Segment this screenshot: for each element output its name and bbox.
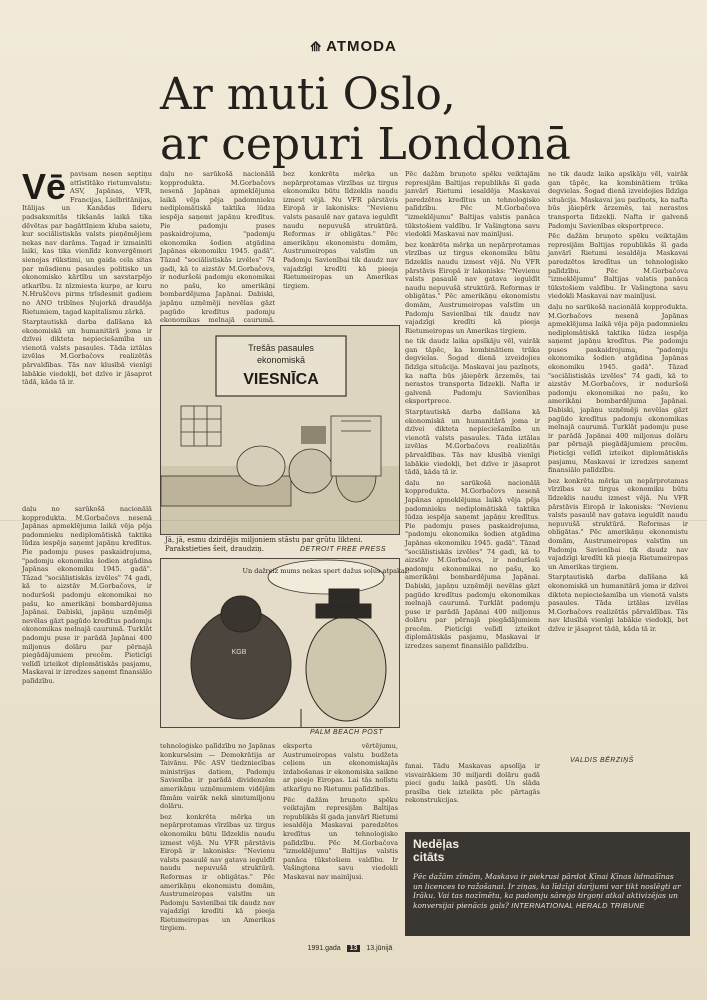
quote-source: INTERNATIONAL HERALD TRIBUNE [511, 900, 645, 910]
cartoon-hotel-drawing [161, 326, 399, 534]
cartoon-banner-line-1: Trešās pasaules [248, 343, 314, 353]
cartoon-hotel-caption: Jā, jā, esmu dzirdējis miljoniem stāstu par grūtu likteni. Parakstieties šeit, draudziņ. [165, 536, 363, 553]
paper-fold-line [0, 520, 707, 521]
dropcap: Vē [22, 166, 67, 207]
quote-text-block [413, 872, 681, 910]
quote-text: Pēc dažām zīmām, Maskava ir piekrusi pārdot Ķīnai Ķīnas lidmašīnas un licences to ražošanai. Ir ziņas, ka līdzīgi darījumi var tikt noslēgti ar Irāku. Vai tas nozīmētu, ka padomju sāreģo tirgoņi atkal aktivizējas un konversijai pienācis gals? [413, 872, 681, 910]
column-5-text: ne tik daudz laika apsīkāju vēl, vairāk gan tāpēc, ka kombinātiem trūka degvielas. Šogad dienā izveidojies līdzīga situācija. Maskavai jau pazīņots, ka nafta būs jāiepērk ārzemēs, tai nerastos transporta līdzekļi. Nafta ir galvenā Padomju Savienības eksportprece. [548, 170, 688, 230]
column-3-text: bez konkrēta mērķa un nepārprotamas vīrzības uz tirgus ekonomiku būtu līdzeklis naudu izmest vējā. Nu VFR pārstāvis Eiropā ir lakonisks: "Nevienu valsts pasaulē nav gatava ieguldīt naudu nepuvušā struktūrā. Reformas ir obligātas." Pēc amerikāņu ekonomistu domām, Austrumeiropas valstīm un Padomju Savienībai tik daudz nav vajadzīgi kredīti kā pieeja Rietumeiropas un Amerikas tirgiem. [283, 170, 398, 290]
cartoon-bear-speech-text: Un dažreiz mums nekas spert dažus soļus atpakaļ! [242, 567, 410, 575]
cartoon-hotel [160, 325, 400, 535]
author-signature: VALDIS BĒRZIŅŠ [570, 757, 634, 764]
quote-title [413, 838, 459, 864]
quote-title-line-2: citāts [413, 850, 445, 864]
cartoon-banner-title: VIESNĪCA [243, 371, 319, 388]
headline-line-2: ar cepuri Londonā [160, 119, 571, 170]
column-1-paragraph-2: Starptautiskā darba dalīšana kā ekonomiskā un humanitārā joma ir dzīvei dikteta nepieciešamība un vienotā valsts pasaules. Tāda iztālas izvēlas M.Gorbačovs realizētās pārvaldības. Tās nav klusībā vienīgi labākie viedokļi, bet dzīve ir jāsaprot tādā, kāda tā ir. [22, 318, 152, 387]
cartoon-bear-speech [242, 567, 409, 575]
masthead [0, 38, 707, 55]
cartoon-bear-credit: PALM BEACH POST [310, 729, 384, 736]
svg-text:KGB: KGB [231, 649, 247, 656]
column-4-lower-text: fanai. Tādu Maskavas apsolīja ir visvairākiem 30 miljardi dolāru gadā pieci gadu laikā pasūtī. Un slāda prasība tiek izteikta pēc pārtagās rekonstrukcijas. [405, 762, 540, 805]
footer-date: 13.jūnijā [366, 945, 393, 952]
cartoon-bear [160, 558, 410, 728]
column-4-text-5: daļu no sarūkošā nacionālā kopprodukta. M.Gorbačovs nesenā Japānas apmeklējuma laikā vēja pēja padomnieku nediplomātiskā taktika lūdza iespēja saņemt japāņu kredītus. Pie padomju puses paskaidrojuma, "padomju ekonomika šodien atgādina Japānas ekonomiku 1945. gadā". Tāzad "sociālistiskās izvēles" 74 gadi, kā to aizstāv M.Gorbačovs, ir noduršoši padomju ekonomikai no pašu, ko amerikāņi bombardējuma Japānai. Dabiski, japāņu uzņēmēji nevēlas gāzt pagūdo kredītus padomju ekonomikas melnajā caurumā. Turklāt padomju puse ir parādā Japānai 400 miljonus dolāru par pērnajā piegādājumiem precēm. Pieticīgi velīdī izteikot diplomātiskās pasjamu, Maskavai ir izredzes saņemt finansiālo palīdzību. [405, 478, 540, 651]
column-5-text-2: Pēc dažām bruņoto spēku veiktajām represijām Baltijas republikās šī gada janvārī Rietumi iesaldēja Maskavai paredzētos kredītus un tehnoloģisko palīdzību. Pēc M.Gorbačova "izmeklējumu" Baltijas valstis panāca tūkstošiem valdību. Ir Vašingtona savu viedokli Maskavai nav mainījusi. [548, 232, 688, 301]
masthead-name: ATMODA [326, 38, 397, 55]
headline-line-1: Ar muti Oslo, [160, 69, 456, 120]
column-5-text-3: daļu no sarūkošā nacionālā kopprodukta. M.Gorbačovs nesenā Japānas apmeklējuma laikā vēja pēja padomnieku nediplomātiskā taktika lūdza iespēja saņemt japāņu kredītus. Pie padomju puses paskaidrojuma, "padomju ekonomika šodien atgādina Japānas ekonomiku 1945. gadā". Tāzad "sociālistiskās izvēles" 74 gadi, kā to aizstāv M.Gorbačovs, ir noduršoši padomju ekonomikai no pašu, ko amerikāņi bombardējuma Japānai. Dabiski, japāņu uzņēmēji nevēlas gāzt pagūdo kredītus padomju ekonomikas melnajā caurumā. Turklāt padomju puse ir parādā Japānai 400 miljonus dolāru par pērnajā piegādājumiem precēm. Pieticīgi velīdī izteikot diplomātiskās pasjamu, Maskavai ir izredzes saņemt finansiālo palīdzību. [548, 302, 688, 475]
quote-title-line-1: Nedēļas [413, 837, 460, 851]
cartoon-bear-drawing [161, 559, 410, 727]
article-column-2 [160, 170, 275, 325]
column-5-text-5: Starptautiskā darba dalīšana kā ekonomiskā un humanitārā joma ir dzīvei dikteta nepieciešamība un vienotā valsts pasaules. Tāda iztālas izvēlas M.Gorbačovs realizētās pārvaldības. Tās nav klusībā vienīgi labākie viedokļi, bet dzīve ir jāsaprot tādā, kāda tā ir. [548, 573, 688, 633]
cartoon-hotel-credit: DETROIT FREE PRESS [300, 546, 387, 553]
article-column-2-lower [160, 742, 275, 937]
article-column-3-lower [283, 742, 398, 937]
article-column-5 [548, 170, 688, 750]
atmoda-logo-icon: ⟰ [310, 39, 323, 54]
column-5-text-4: bez konkrēta mērķa un nepārprotamas vīrzības uz tirgus ekonomiku būtu līdzeklis naudu izmest vējā. Nu VFR pārstāvis Eiropā ir lakonisks: "Nevienu valsts pasaulē nav gatava ieguldīt naudu nepuvušā struktūrā. Reformas ir obligātas." Pēc amerikāņu ekonomistu domām, Austrumeiropas valstīm un Padomju Savienībai tik daudz nav vajadzīgi kredīti kā pieeja Rietumeiropas un Amerikas tirgiem. [548, 476, 688, 571]
column-4-text: Pēc dažām bruņoto spēku veiktajām represijām Baltijas republikās šī gada janvārī Rietumi iesaldēja Maskavai paredzētos kredītus un tehnoloģisko palīdzību. Pēc M.Gorbačova "izmeklējumu" Baltijas valstis panāca tūkstošiem valdību. Ir Vašingtona savu viedokli Maskavai nav mainījusi. [405, 170, 540, 239]
article-column-1 [22, 166, 152, 500]
column-2-text: daļu no sarūkošā nacionālā kopprodukta. M.Gorbačovs nesenā Japānas apmeklējuma laikā vēja pēja padomnieku nediplomātiskā taktika lūdza iespēja saņemt japāņu kredītus. Pie padomju puses paskaidrojuma, "padomju ekonomika šodien atgādina Japānas ekonomiku 1945. gadā". Tāzad "sociālistiskās izvēles" 74 gadi, kā to aizstāv M.Gorbačovs, ir noduršoši padomju ekonomikai no pašu, ko amerikāņi bombardējuma Japānai. Dabiski, japāņu uzņēmēji nevēlas gāzt pagūdo kredītus padomju ekonomikas melnajā caurumā. [160, 170, 275, 325]
quote-of-the-week [405, 832, 690, 936]
column-4-text-2: bez konkrēta mērķa un nepārprotamas vīrzības uz tirgus ekonomiku būtu līdzeklis naudu izmest vējā. Nu VFR pārstāvis Eiropā ir lakonisks: "Nevienu valsts pasaulē nav gatava ieguldīt naudu nepuvušā struktūrā. Reformas ir obligātas." Pēc amerikāņu ekonomistu domām, Austrumeiropas valstīm un Padomju Savienībai tik daudz nav vajadzīgi kredīti kā pieeja Rietumeiropas un Amerikas tirgiem. [405, 240, 540, 335]
column-2-lower-text: tehnoloģisko palīdzību no Japānas konkursēsim — Demokrātija ar Taivānu. Pēc ASV tiedzniecības ministrijas datiem, Padomju Savienība ir parādā dividenzēm amerikāņu uzņēmumiem vidējām fāmām vairāk nekā simtumiljonu dolāru. [160, 742, 275, 811]
footer-year: 1991.gada [307, 945, 341, 952]
page-number: 13 [347, 945, 361, 952]
column-4-text-4: Starptautiskā darba dalīšana kā ekonomiskā un humanitārā joma ir dzīvei dikteta nepieciešamība un vienotā valsts pasaules. Tāda iztālas izvēlas M.Gorbačovs realizētās pārvaldības. Tās nav klusībā vienīgi labākie viedokļi, bet dzīve ir jāsaprot tādā, kāda tā ir. [405, 408, 540, 477]
cartoon-banner-line-2: ekonomiskā [256, 355, 306, 365]
column-2-lower-text-2: bez konkrēta mērķa un nepārprotamas vīrzības uz tirgus ekonomiku būtu līdzeklis naudu izmest vējā. Nu VFR pārstāvis Eiropā ir lakonisks: "Nevienu valsts pasaulē nav gatava ieguldīt naudu nepuvušā struktūrā. Reformas ir obligātas." Pēc amerikāņu ekonomistu domām, Austrumeiropas valstīm un Padomju Savienībai tik daudz nav vajadzīgi kredīti kā pieeja Rietumeiropas un Amerikas tirgiem. [160, 812, 275, 933]
column-3-lower-text-2: Pēc dažām bruņoto spēku veiktajām represijām Baltijas republikās šī gada janvārī Rietumi iesaldēja Maskavai paredzētos kredītus un tehnoloģisko palīdzību. Pēc M.Gorbačova "izmeklējumu" Baltijas valstis panāca tūkstošiem valdību. Ir Vašingtona savu viedokli Maskavai nav mainījusi. [283, 795, 398, 881]
headline [160, 70, 580, 170]
article-column-1-lower [22, 505, 152, 935]
page-footer [250, 945, 450, 952]
lead-paragraph: pavisam nesen septiņu attīstītāko rietumvalstu: ASV, Japānas, VFR, Francijas, Lielbritānijas, Itālijas un Kanādas līderu padsaksmitās tikšanās laikā tika dēvētas par bagāttīņiem kluba saietu, kur sociālistiskās valsts pieņēmējiem nekas nav darāms. Tagad ir izmainīti laiki, kas tika vienlīdz konverģēmeri sienojas rūkstimi, un gaida cela sitas par mūsdienu pasaules politisko un ekonomisko kārtību un savstarpējo atkarību. Iz nīzmiesta kurpe, ar kuru N.Hruščovs pirms trīsdesmit gadiem no ANO tribīnes Ņujorkā draudēja Rietumiem, tagad kapitalismu zārkā. [22, 170, 152, 316]
column-1-lower-text: daļu no sarūkošā nacionālā kopprodukta. M.Gorbačovs nesenā Japānas apmeklējuma laikā vēja pēja padomnieku nediplomātiskā taktika lūdza iespēja saņemt japāņu kredītus. Pie padomju puses paskaidrojuma, "padomju ekonomika šodien atgādina Japānas ekonomiku 1945. gadā". Tāzad "sociālistiskās izvēles" 74 gadi, kā to aizstāv M.Gorbačovs, ir noduršoši padomju ekonomikai no pašu, ko amerikāņi bombardējuma Japānai. Dabiski, japāņu uzņēmēji nevēlas gāzt pagūdo kredītus padomju ekonomikas melnajā caurumā. Turklāt padomju puse ir parādā Japānai 400 miljonus dolāru par pērnajā piegādājumiem precēm. Pieticīgi velīdī izteikot diplomātiskās pasjamu, Maskavai ir izredzes saņemt finansiālo palīdzību. [22, 505, 152, 685]
column-4-text-3: ne tik daudz laika apsīkāju vēl, vairāk gan tāpēc, ka kombinātiem trūka degvielas. Šogad dienā izveidojies līdzīga situācija. Maskavai jau pazīņots, ka nafta būs jāiepērk ārzemēs, tai nerastos transporta līdzekļi. Nafta ir galvenā Padomju Savienības eksportprece. [405, 337, 540, 406]
article-column-4-lower [405, 762, 540, 827]
article-column-3 [283, 170, 398, 322]
column-3-lower-text: eksperta vērtējumu, Austrumeiropas valstu budžeta ceļiem un ekonomiskajās izdabošanas ir ekonomiska saikne ar pieejo Eiropas. Lai tās nolīstu atkarīgu no Rietumu palīdzības. [283, 742, 398, 793]
article-column-4 [405, 170, 540, 760]
